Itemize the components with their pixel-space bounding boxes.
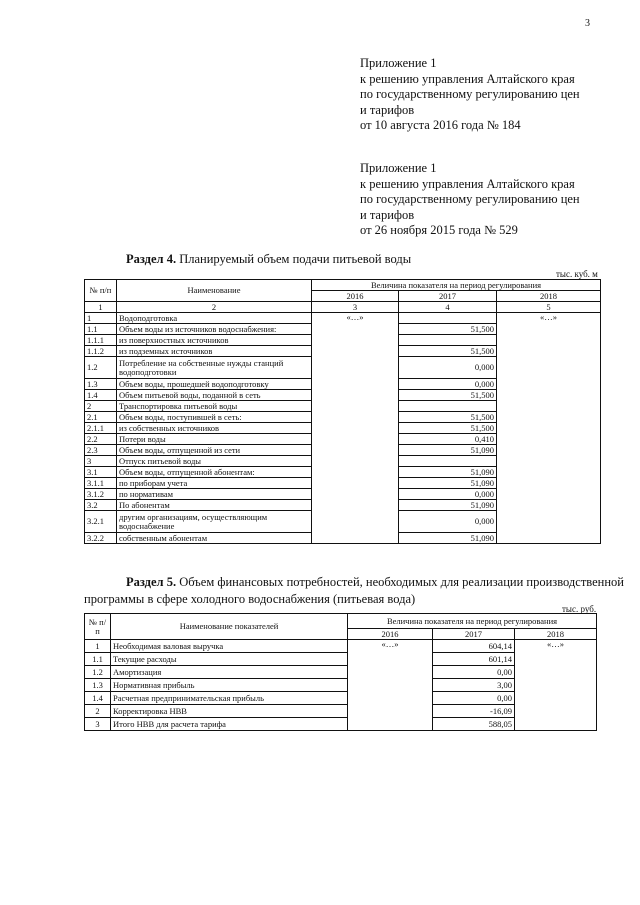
row-num: 1.1.2 — [85, 346, 117, 357]
value-2017: 51,500 — [399, 324, 497, 335]
table-row — [85, 640, 597, 653]
header-num: № п/п — [85, 280, 117, 302]
header-period: Величина показателя на период регулирования — [312, 280, 601, 291]
value-2017: 51,090 — [399, 467, 497, 478]
appendix-header-1 — [360, 56, 580, 134]
appendix-line: по государственному регулированию цен — [360, 192, 580, 206]
row-num: 3.1.2 — [85, 489, 117, 500]
row-name: Объем питьевой воды, поданной в сеть — [117, 390, 312, 401]
value-2017: 51,500 — [399, 412, 497, 423]
header-year-2016: 2016 — [348, 629, 433, 640]
row-name: по приборам учета — [117, 478, 312, 489]
row-num: 3.2.1 — [85, 511, 117, 533]
appendix-line: Приложение 1 — [360, 161, 437, 175]
row-name: по нормативам — [117, 489, 312, 500]
value-2017: 51,090 — [399, 533, 497, 544]
row-name: Корректировка НВВ — [111, 705, 348, 718]
row-num: 1.2 — [85, 666, 111, 679]
header-year-2017: 2017 — [433, 629, 515, 640]
row-name: Отпуск питьевой воды — [117, 456, 312, 467]
appendix-line: Приложение 1 — [360, 56, 437, 70]
value-2017: 0,410 — [399, 434, 497, 445]
section5-title-text: Объем финансовых потребностей, необходимых для реализации производственной программы в сфере холодного водоснабжения (питьевая вода) — [84, 575, 624, 606]
section5-table — [84, 613, 597, 731]
row-num: 2.3 — [85, 445, 117, 456]
appendix-line: от 10 августа 2016 года № 184 — [360, 118, 521, 132]
value-2017: 0,000 — [399, 357, 497, 379]
value-2017: 0,000 — [399, 511, 497, 533]
row-num: 3 — [85, 718, 111, 731]
value-2017 — [399, 401, 497, 412]
colnum-2: 2 — [117, 302, 312, 313]
value-2017: 0,000 — [399, 489, 497, 500]
row-name: Потребление на собственные нужды станций водоподготовки — [117, 357, 312, 379]
row-num: 1 — [85, 640, 111, 653]
row-num: 3.1.1 — [85, 478, 117, 489]
appendix-line: к решению управления Алтайского края — [360, 176, 575, 191]
appendix-line: и тарифов — [360, 102, 415, 117]
row-name: Водоподготовка — [117, 313, 312, 324]
section5-unit: тыс. руб. — [562, 604, 597, 614]
row-name: Транспортировка питьевой воды — [117, 401, 312, 412]
row-num: 3.2.2 — [85, 533, 117, 544]
row-name: Текущие расходы — [111, 653, 348, 666]
row-name: Расчетная предпринимательская прибыль — [111, 692, 348, 705]
row-num: 1.1 — [85, 324, 117, 335]
colnum-5: 5 — [497, 302, 601, 313]
colnum-1: 1 — [85, 302, 117, 313]
row-num: 2.2 — [85, 434, 117, 445]
row-name: из подземных источников — [117, 346, 312, 357]
colnum-3: 3 — [312, 302, 399, 313]
row-num: 1.1 — [85, 653, 111, 666]
merged-2016-value: «…» — [348, 640, 433, 731]
row-num: 1.4 — [85, 692, 111, 705]
row-name: Итого НВВ для расчета тарифа — [111, 718, 348, 731]
header-name: Наименование показателей — [111, 614, 348, 640]
value-2017: 588,05 — [433, 718, 515, 731]
value-2017: 0,00 — [433, 692, 515, 705]
row-name: Объем воды, прошедшей водоподготовку — [117, 379, 312, 390]
header-period: Величина показателя на период регулирования — [348, 614, 597, 629]
row-num: 3.1 — [85, 467, 117, 478]
row-num: 2.1.1 — [85, 423, 117, 434]
header-num: № п/п — [85, 614, 111, 640]
header-year-2017: 2017 — [399, 291, 497, 302]
row-num: 1.2 — [85, 357, 117, 379]
colnum-4: 4 — [399, 302, 497, 313]
row-num: 1.3 — [85, 379, 117, 390]
section4-title — [126, 252, 411, 267]
row-name: из поверхностных источников — [117, 335, 312, 346]
value-2017: 3,00 — [433, 679, 515, 692]
section5-title — [84, 574, 624, 608]
section4-title-bold: Раздел 4. — [126, 252, 177, 266]
row-name: Объем воды, отпущенной из сети — [117, 445, 312, 456]
row-name: Потери воды — [117, 434, 312, 445]
value-2017: 51,500 — [399, 423, 497, 434]
row-name: Объем воды из источников водоснабжения: — [117, 324, 312, 335]
row-name: Объем воды, отпущенной абонентам: — [117, 467, 312, 478]
row-name: Амортизация — [111, 666, 348, 679]
row-num: 3.2 — [85, 500, 117, 511]
value-2017: 51,090 — [399, 445, 497, 456]
section4-table — [84, 279, 601, 544]
section4-unit: тыс. куб. м — [556, 269, 598, 279]
appendix-line: и тарифов — [360, 207, 415, 222]
merged-2016-value: «…» — [312, 313, 399, 544]
value-2017: 51,090 — [399, 478, 497, 489]
appendix-line: от 26 ноября 2015 года № 529 — [360, 223, 518, 237]
row-num: 1.3 — [85, 679, 111, 692]
table-row — [85, 313, 601, 324]
row-name: По абонентам — [117, 500, 312, 511]
row-num: 1.1.1 — [85, 335, 117, 346]
value-2017: 51,500 — [399, 346, 497, 357]
value-2017: 51,500 — [399, 390, 497, 401]
row-num: 2 — [85, 401, 117, 412]
header-name: Наименование — [117, 280, 312, 302]
appendix-line: к решению управления Алтайского края — [360, 71, 575, 86]
value-2017 — [399, 456, 497, 467]
value-2017: 0,000 — [399, 379, 497, 390]
row-name: Необходимая валовая выручка — [111, 640, 348, 653]
row-name: собственным абонентам — [117, 533, 312, 544]
row-name: Нормативная прибыль — [111, 679, 348, 692]
value-2017 — [399, 313, 497, 324]
appendix-header-2 — [360, 161, 580, 239]
row-num: 1 — [85, 313, 117, 324]
value-2017: 601,14 — [433, 653, 515, 666]
row-name: Объем воды, поступившей в сеть: — [117, 412, 312, 423]
header-year-2018: 2018 — [497, 291, 601, 302]
row-name: другим организациям, осуществляющим водоснабжение — [117, 511, 312, 533]
row-num: 1.4 — [85, 390, 117, 401]
row-num: 2.1 — [85, 412, 117, 423]
header-year-2018: 2018 — [515, 629, 597, 640]
row-num: 2 — [85, 705, 111, 718]
merged-2018-value: «…» — [515, 640, 597, 731]
value-2017: 51,090 — [399, 500, 497, 511]
section5-title-bold: Раздел 5. — [126, 575, 177, 589]
value-2017: 0,00 — [433, 666, 515, 679]
appendix-line: по государственному регулированию цен — [360, 87, 580, 101]
value-2017 — [399, 335, 497, 346]
value-2017: 604,14 — [433, 640, 515, 653]
row-name: из собственных источников — [117, 423, 312, 434]
page-number: 3 — [585, 18, 590, 29]
value-2017: -16,09 — [433, 705, 515, 718]
merged-2018-value: «…» — [497, 313, 601, 544]
header-year-2016: 2016 — [312, 291, 399, 302]
section4-title-text: Планируемый объем подачи питьевой воды — [176, 252, 412, 266]
row-num: 3 — [85, 456, 117, 467]
